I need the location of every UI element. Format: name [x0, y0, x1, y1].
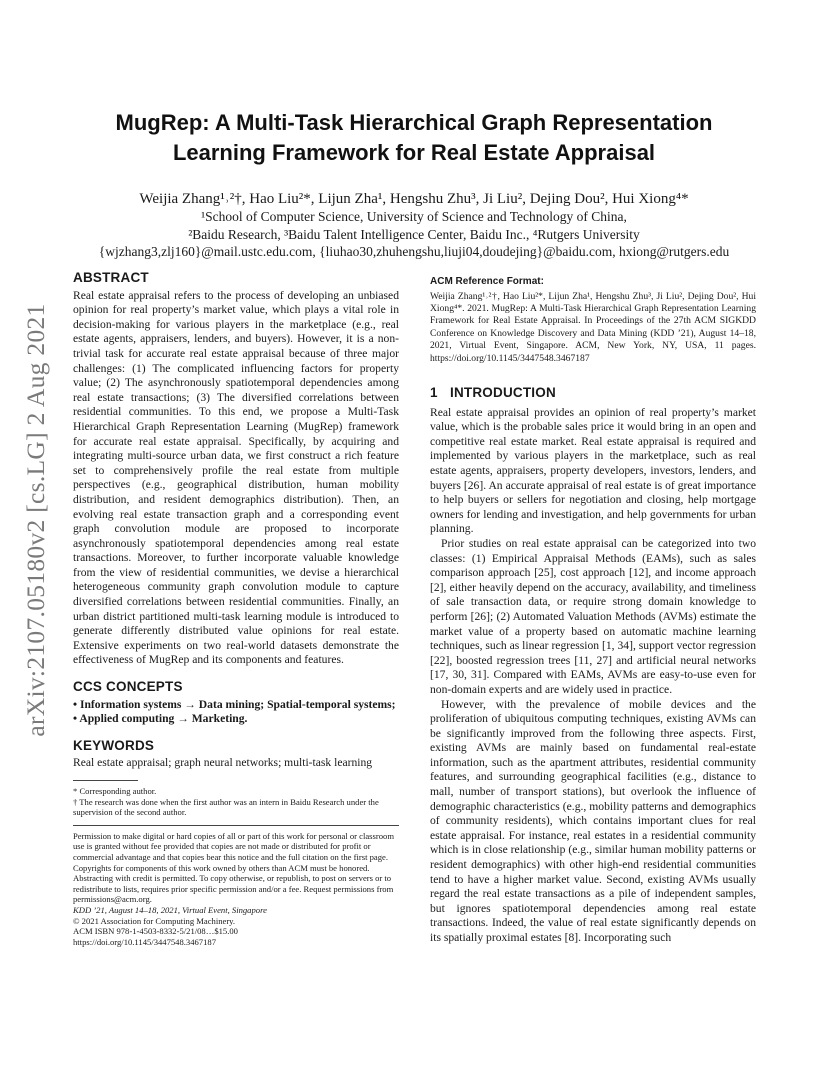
title-block [72, 108, 756, 261]
introduction-paragraph-2: Prior studies on real estate appraisal can be categorized into two classes: (1) Empirical Appraisal Methods (EAMs), such as sales comparison approach [25], cost approach [12], and income approach [2], either heavily depend on the accuracy, availability, and timeliness of sale transaction data, or require strong domain knowledge to perform [26]; (2) Automated Valuation Methods (AVMs) estimate the market value of a property based on automatic machine learning techniques, such as linear regression [1, 34], support vector regression [22], boosted regression trees [11, 27] and artificial neural networks [17, 30, 31]. Compared with EAMs, AVMs are easy-to-use even for non-domain experts and are widely used in practice. [430, 536, 756, 696]
venue-line: KDD ’21, August 14–18, 2021, Virtual Event, Singapore [73, 904, 267, 915]
keywords-text: Real estate appraisal; graph neural networks; multi-task learning [73, 756, 373, 770]
affiliation-line-1: ¹School of Computer Science, University of Science and Technology of China, [201, 209, 627, 224]
footnote-corresponding-author: * Corresponding author. [73, 786, 157, 796]
paper-title [72, 108, 756, 168]
keywords-heading: KEYWORDS [73, 737, 155, 753]
ccs-text: • Information systems → Data mining; Spatial-temporal systems; • Applied computing → Marketing. [73, 697, 396, 726]
permission-notice: Permission to make digital or hard copies of all or part of this work for personal or classroom use is granted without fee provided that copies are not made or distributed for profit or commercial advantage and that copies bear this notice and the full citation on the first page. Copyrights for components of this work owned by others than ACM must be honored. Abstracting with credit is permitted. To copy otherwise, or republish, to post on servers or to redistribute to lists, requires prior specific permission and/or a fee. Request permissions from permissions@acm.org. [73, 830, 394, 905]
acm-reference-heading: ACM Reference Format: [430, 276, 544, 287]
paper-title-line-2: Learning Framework for Real Estate Appraisal [172, 140, 656, 165]
ccs-heading: CCS CONCEPTS [73, 679, 183, 695]
abstract-heading: ABSTRACT [73, 270, 149, 285]
isbn-line: ACM ISBN 978-1-4503-8332-5/21/08…$15.00 [73, 926, 238, 937]
author-emails: {wjzhang3,zlj160}@mail.ustc.edu.com, {liuhao30,zhuhengshu,liuji04,doudejing}@baidu.com, hxiong@rutgers.edu [98, 244, 730, 259]
right-column [430, 275, 756, 946]
paper-title-line-1: MugRep: A Multi-Task Hierarchical Graph Representation [115, 110, 713, 135]
copyright-line: © 2021 Association for Computing Machinery. [73, 915, 236, 926]
abstract-text: Real estate appraisal refers to the process of developing an unbiased opinion for real property’s market value, which plays a vital role in decision-making for various players in the marketplace (e.g., real estate agents, appraisers, lenders, and buyers). However, it is a non-trivial task for accurate real estate appraisal because of three major challenges: (1) The complicated influencing factors for property value; (2) The asynchronously spatiotemporal dependencies among real estate transactions; (3) The diversified correlations between residential communities. To this end, we propose a Multi-Task Hierarchical Graph Representation Learning (MugRep) framework for accurate real estate appraisal. Specifically, by acquiring and integrating multi-source urban data, we first construct a rich feature set to comprehensively profile the real estate from multiple perspectives (e.g., geographical distribution, human mobility distribution, and resident demographics distribution). Then, an evolving real estate transaction graph and a corresponding event graph convolution module are proposed to incorporate asynchronously spatiotemporal dependencies among real estate transactions. Moreover, to further incorporate valuable knowledge from the view of residential communities, we devise a hierarchical heterogeneous community graph convolution module to capture diversified correlations between residential communities. Finally, an urban district partitioned multi-task learning module is introduced to generate differently distributed value opinions for real estate. Extensive experiments on two real-world datasets demonstrate the effectiveness of MugRep and its components and features. [73, 288, 399, 667]
introduction-paragraph-3: However, with the prevalence of mobile devices and the proliferation of ubiquitous computing techniques, existing AVMs can be significantly improved from the following three aspects. First, existing AVMs are mainly based on fundamental real-estate information, such as the apartment attributes, residential community features, and surrounding geographical facilities (e.g., distance to mall, number of transport stations), but overlook the influence of demographic characteristics (e.g., mobility patterns and demographics of community residents), which contains important clues for real estate appraisal. For instance, real estates in a residential community which is in close relationship (e.g., similar human mobility patterns or resident demographics) with other high-end residential communities tend to have a higher market value. Second, existing AVMs usually regard the real estate transactions as a pile of independent samples, but ignores spatiotemporal dependencies among real estate transactions. Indeed, the value of real estate significantly depends on its spatially proximal estates [8]. Incorporating such [430, 697, 756, 944]
acm-reference-text: Weijia Zhang¹˒²†, Hao Liu²*, Lijun Zha¹, Hengshu Zhu³, Ji Liu², Dejing Dou², Hui Xiong⁴*. 2021. MugRep: A Multi-Task Hierarchical Graph Representation Learning Framework for Real Estate Appraisal. In Proceedings of the 27th ACM SIGKDD Conference on Knowledge Discovery and Data Mining (KDD ’21), August 14–18, 2021, Virtual Event, Singapore. ACM, New York, NY, USA, 11 pages. https://doi.org/10.1145/3447548.3467187 [430, 290, 756, 364]
introduction-heading [430, 386, 756, 401]
footnote-divider [73, 780, 138, 781]
introduction-paragraph-1: Real estate appraisal provides an opinion of real property’s market value, which is the probable sales price it would bring in an open and competitive real estate market. Real estate appraisal is required and implemented by various players in the marketplace, such as real estate agents, appraisers, property developers, investors, lenders, and buyers [26]. An accurate appraisal of real estate is of great importance to help buyers or sellers for negotiation and closing, help mortgage owners for lending and investigation, and help governments for urban planning. [430, 405, 756, 536]
introduction-heading-label: INTRODUCTION [450, 385, 556, 401]
affiliation-line-2: ²Baidu Research, ³Baidu Talent Intelligence Center, Baidu Inc., ⁴Rutgers University [188, 226, 640, 242]
doi-line: https://doi.org/10.1145/3447548.3467187 [73, 936, 216, 947]
arxiv-identifier-stamp: arXiv:2107.05180v2 [cs.LG] 2 Aug 2021 [21, 303, 50, 737]
footnote-internship: † The research was done when the first author was an intern in Baidu Research under the supervision of the second author. [73, 796, 379, 818]
author-list: Weijia Zhang¹˒²†, Hao Liu²*, Lijun Zha¹, Hengshu Zhu³, Ji Liu², Dejing Dou², Hui Xiong⁴* [139, 191, 689, 207]
left-column [73, 271, 399, 947]
introduction-section-number: 1 [430, 385, 438, 401]
permission-divider [73, 825, 399, 826]
